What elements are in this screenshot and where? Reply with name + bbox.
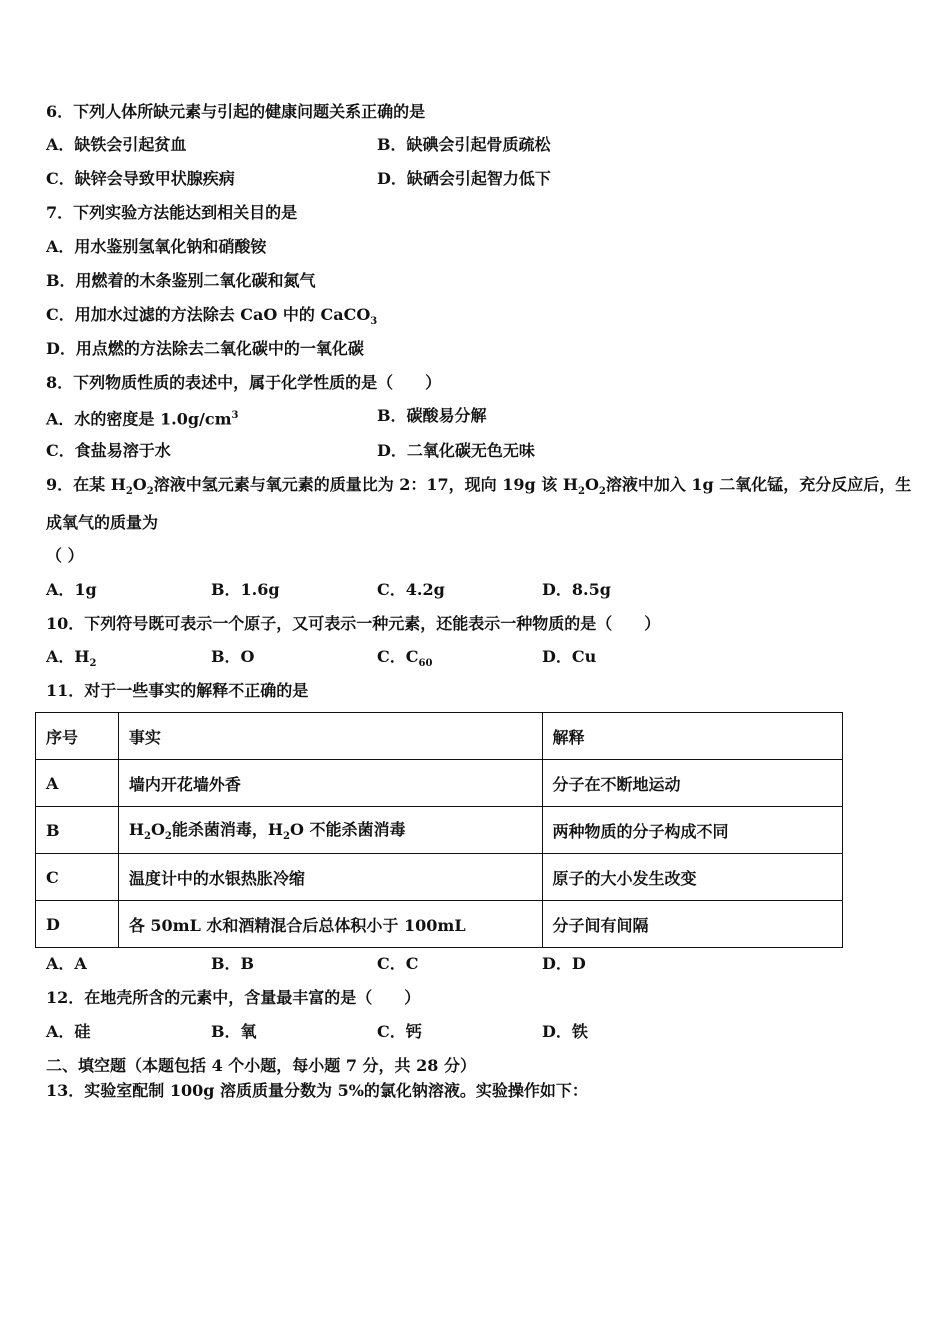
q9-answer-blank: （ ）	[46, 546, 84, 565]
q12-option-d: D．铁	[542, 1022, 588, 1041]
table-row	[36, 854, 843, 901]
q6-stem: 6．下列人体所缺元素与引起的健康问题关系正确的是	[46, 102, 426, 121]
row-id: A	[36, 760, 119, 807]
q9-option-a: A．1g	[46, 580, 97, 599]
table-header-row	[36, 713, 843, 760]
q8-option-a: A．水的密度是 $1.0g/cm^3$	[46, 409, 239, 429]
q8-option-d: D．二氧化碳无色无味	[377, 441, 535, 460]
row-explanation: 分子间有间隔	[542, 901, 843, 948]
q9-option-b: B．1.6g	[211, 580, 280, 599]
row-id: C	[36, 854, 119, 901]
table-row	[36, 807, 843, 854]
facts-table	[35, 712, 843, 948]
q9-option-d: D．8.5g	[542, 580, 611, 599]
q7-option-b: B．用燃着的木条鉴别二氧化碳和氮气	[46, 271, 316, 290]
q10-option-a: A．$H_2$	[46, 647, 97, 670]
table-row	[36, 901, 843, 948]
q6-option-c: C．缺锌会导致甲状腺疾病	[46, 169, 235, 188]
row-explanation: 原子的大小发生改变	[542, 854, 843, 901]
q9-option-c: C．4.2g	[377, 580, 445, 599]
section-title: 二、填空题（本题包括 4 个小题，每小题 7 分，共 28 分）	[46, 1056, 476, 1075]
q7-option-d: D．用点燃的方法除去二氧化碳中的一氧化碳	[46, 339, 364, 358]
q9-stem: 9．在某 $H_2O_2$溶液中氢元素与氧元素的质量比为 2：17，现向 19g 该 $H_2O_2$溶液中加入 1g 二氧化锰，充分反应后，生	[46, 475, 912, 498]
q7-stem: 7．下列实验方法能达到相关目的是	[46, 203, 298, 222]
q8-option-c: C．食盐易溶于水	[46, 441, 171, 460]
row-explanation: 分子在不断地运动	[542, 760, 843, 807]
q11-option-d: D．D	[542, 954, 586, 973]
q10-stem: 10．下列符号既可表示一个原子，又可表示一种元素，还能表示一种物质的是（ ）	[46, 614, 661, 633]
q6-option-d: D．缺硒会引起智力低下	[377, 169, 551, 188]
q11-option-b: B．B	[211, 954, 255, 973]
row-id: D	[36, 901, 119, 948]
q6-option-a: A．缺铁会引起贫血	[46, 135, 187, 154]
q10-option-d: D．Cu	[542, 647, 597, 666]
table-row	[36, 760, 843, 807]
q7-option-a: A．用水鉴别氢氧化钠和硝酸铵	[46, 237, 267, 256]
row-fact: 温度计中的水银热胀冷缩	[118, 854, 542, 901]
q10-option-c: C．$C_{60}$	[377, 647, 433, 670]
row-fact: $H_2O_2$能杀菌消毒，$H_2O$ 不能杀菌消毒	[118, 807, 542, 854]
q8-stem: 8．下列物质性质的表述中，属于化学性质的是（ ）	[46, 373, 442, 392]
header-fact: 事实	[118, 713, 542, 760]
q8-option-b: B．碳酸易分解	[377, 406, 487, 425]
header-explanation: 解释	[542, 713, 843, 760]
row-id: B	[36, 807, 119, 854]
q11-option-a: A．A	[46, 954, 87, 973]
q13-stem: 13．实验室配制 100g 溶质质量分数为 5%的氯化钠溶液。实验操作如下：	[46, 1081, 588, 1100]
q12-stem: 12．在地壳所含的元素中，含量最丰富的是（ ）	[46, 988, 421, 1007]
q12-option-a: A．硅	[46, 1022, 91, 1041]
q6-option-b: B．缺碘会引起骨质疏松	[377, 135, 551, 154]
q7-option-c: C．用加水过滤的方法除去 CaO 中的 CaCO$_3$	[46, 305, 378, 328]
row-fact: 墙内开花墙外香	[118, 760, 542, 807]
q10-option-b: B．O	[211, 647, 255, 666]
q9-stem-line2: 成氧气的质量为	[46, 513, 159, 532]
q12-option-c: C．钙	[377, 1022, 422, 1041]
q11-stem: 11．对于一些事实的解释不正确的是	[46, 681, 309, 700]
header-index: 序号	[36, 713, 119, 760]
q11-option-c: C．C	[377, 954, 419, 973]
q12-option-b: B．氧	[211, 1022, 257, 1041]
row-fact: 各 50mL 水和酒精混合后总体积小于 100mL	[118, 901, 542, 948]
row-explanation: 两种物质的分子构成不同	[542, 807, 843, 854]
